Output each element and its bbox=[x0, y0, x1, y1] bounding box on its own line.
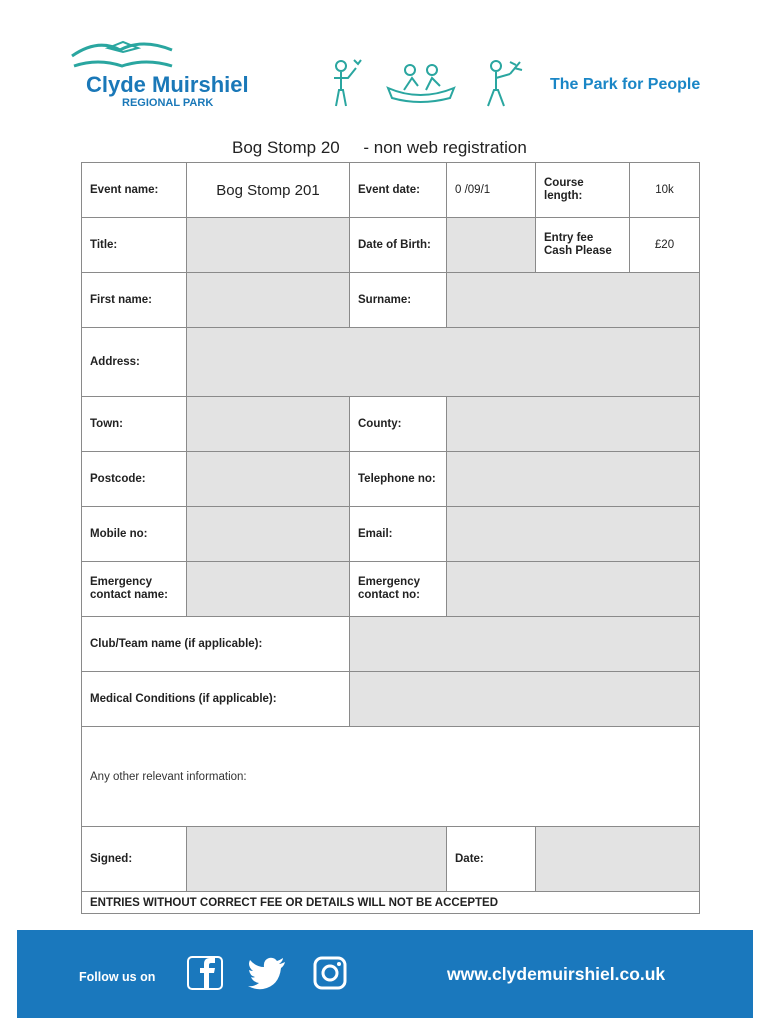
mobile-field[interactable] bbox=[187, 507, 350, 562]
entry-fee-value: £20 bbox=[630, 218, 700, 273]
other-info-label: Any other relevant information: bbox=[90, 770, 247, 783]
registration-form bbox=[81, 162, 700, 914]
entry-fee-label: Entry fee Cash Please bbox=[536, 218, 630, 273]
telephone-field[interactable] bbox=[447, 452, 700, 507]
page-title: Bog Stomp 20 - non web registration bbox=[232, 138, 527, 157]
town-label: Town: bbox=[82, 397, 187, 452]
medical-label: Medical Conditions (if applicable): bbox=[82, 672, 350, 727]
address-field[interactable] bbox=[187, 328, 700, 397]
club-label: Club/Team name (if applicable): bbox=[82, 617, 350, 672]
signature-field[interactable] bbox=[187, 827, 447, 892]
first-name-label: First name: bbox=[82, 273, 187, 328]
course-length-label: Course length: bbox=[536, 163, 630, 218]
county-label: County: bbox=[350, 397, 447, 452]
medical-field[interactable] bbox=[350, 672, 700, 727]
first-name-field[interactable] bbox=[187, 273, 350, 328]
logo-name: Clyde Muirshiel bbox=[86, 72, 249, 97]
surname-field[interactable] bbox=[447, 273, 700, 328]
facebook-icon[interactable] bbox=[187, 956, 223, 990]
twitter-icon[interactable] bbox=[247, 956, 287, 990]
entry-notice: ENTRIES WITHOUT CORRECT FEE OR DETAILS WILL NOT BE ACCEPTED bbox=[82, 892, 700, 914]
emergency-name-label: Emergency contact name: bbox=[82, 562, 187, 617]
mobile-label: Mobile no: bbox=[82, 507, 187, 562]
address-label: Address: bbox=[82, 328, 187, 397]
bird-wave-icon bbox=[68, 36, 178, 72]
county-field[interactable] bbox=[447, 397, 700, 452]
email-label: Email: bbox=[350, 507, 447, 562]
postcode-label: Postcode: bbox=[82, 452, 187, 507]
event-date-label: Event date: bbox=[350, 163, 447, 218]
date-field[interactable] bbox=[536, 827, 700, 892]
signed-label: Signed: bbox=[82, 827, 187, 892]
website-link[interactable]: www.clydemuirshiel.co.uk bbox=[447, 964, 666, 984]
surname-label: Surname: bbox=[350, 273, 447, 328]
boat-people-icon bbox=[384, 62, 458, 106]
logo-subtitle: REGIONAL PARK bbox=[122, 97, 214, 109]
dob-field[interactable] bbox=[447, 218, 536, 273]
postcode-field[interactable] bbox=[187, 452, 350, 507]
follow-label: Follow us on bbox=[79, 970, 156, 984]
date-label: Date: bbox=[447, 827, 536, 892]
instagram-icon[interactable] bbox=[313, 956, 347, 990]
person-with-bird-icon bbox=[326, 56, 364, 108]
park-logo bbox=[66, 36, 276, 116]
town-field[interactable] bbox=[187, 397, 350, 452]
title-field[interactable] bbox=[187, 218, 350, 273]
course-length-value: 10k bbox=[630, 163, 700, 218]
email-field[interactable] bbox=[447, 507, 700, 562]
emergency-no-label: Emergency contact no: bbox=[350, 562, 447, 617]
person-with-plant-icon bbox=[480, 58, 528, 108]
other-info-field[interactable] bbox=[82, 727, 700, 827]
event-date-value: 0 /09/1 bbox=[447, 163, 536, 218]
club-field[interactable] bbox=[350, 617, 700, 672]
title-label: Title: bbox=[82, 218, 187, 273]
tagline: The Park for People bbox=[550, 76, 701, 93]
telephone-label: Telephone no: bbox=[350, 452, 447, 507]
dob-label: Date of Birth: bbox=[350, 218, 447, 273]
emergency-no-field[interactable] bbox=[447, 562, 700, 617]
event-name-value: Bog Stomp 201 bbox=[187, 163, 350, 218]
event-name-label: Event name: bbox=[82, 163, 187, 218]
footer-banner bbox=[17, 930, 753, 1018]
emergency-name-field[interactable] bbox=[187, 562, 350, 617]
